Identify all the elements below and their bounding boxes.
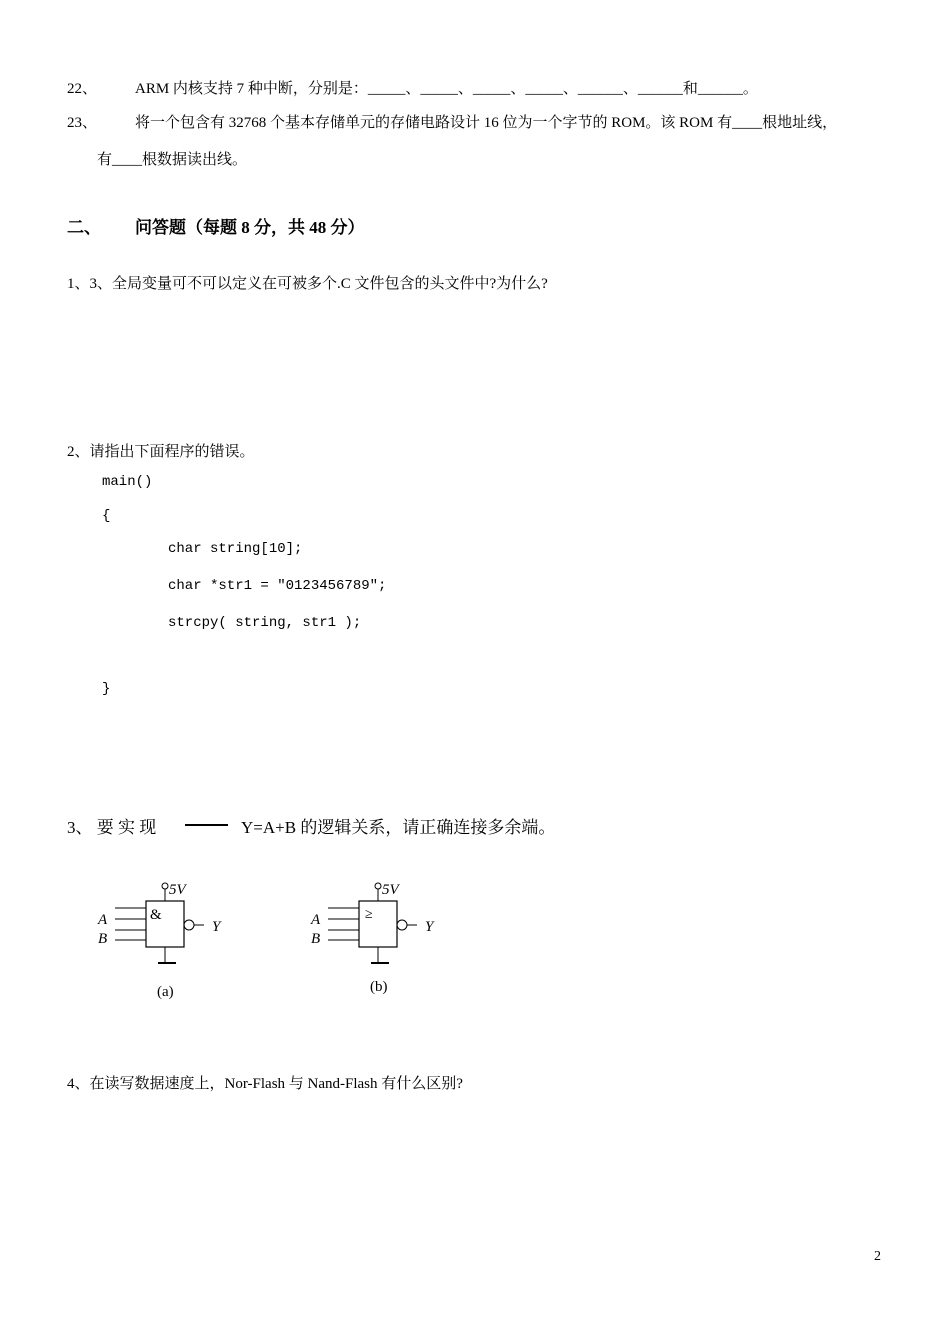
gate-b-symbol: ≥	[365, 907, 373, 922]
problem2-text: 2、请指出下面程序的错误。	[67, 444, 255, 460]
blank-line	[185, 824, 228, 826]
gate-b-input-a-label: A	[311, 912, 321, 928]
gate-a-symbol: &	[150, 907, 162, 923]
gate-b-output-label: Y	[425, 919, 434, 935]
section-number: 二、	[67, 218, 101, 237]
code-line-close-brace: }	[102, 681, 111, 697]
gate-a-output-label: Y	[212, 919, 221, 935]
gate-b-input-b-label: B	[311, 931, 321, 947]
gate-a-inverter-bubble	[184, 920, 194, 930]
q23-line1: 将一个包含有 32768 个基本存储单元的存储电路设计 16 位为一个字节的 ROM。该 ROM 有____根地址线，	[135, 115, 838, 131]
gate-b-inverter-bubble	[397, 920, 407, 930]
problem3-prefix: 3、 要 实 现	[67, 818, 157, 837]
page-number: 2	[874, 1249, 881, 1264]
gate-b-vcc-label: 5V	[382, 882, 399, 898]
code-line-declare-str1: char *str1 = "0123456789";	[168, 578, 387, 594]
section-title: 问答题（每题 8 分，共 48 分）	[135, 218, 365, 237]
gate-b-vcc-terminal	[375, 883, 381, 889]
problem3-relation: Y=A+B 的逻辑关系，请正确连接多余端。	[241, 818, 556, 837]
q22-number: 22、	[67, 81, 98, 97]
gate-a-diagram	[90, 875, 240, 1005]
gate-a-vcc-label: 5V	[169, 882, 186, 898]
gate-b-diagram	[303, 875, 453, 1005]
gate-b-caption: (b)	[370, 979, 388, 995]
problem1-text: 1、3、全局变量可不可以定义在可被多个.C 文件包含的头文件中?为什么?	[67, 276, 548, 292]
code-line-declare-string: char string[10];	[168, 541, 303, 557]
code-line-main: main()	[102, 474, 153, 490]
gate-a-caption: (a)	[157, 984, 174, 1000]
code-line-strcpy: strcpy( string, str1 );	[168, 615, 362, 631]
gate-a-input-a-label: A	[98, 912, 108, 928]
q22-text: ARM 内核支持 7 种中断，分别是：_____、_____、_____、_____、______、______和______。	[135, 81, 758, 97]
problem4-text: 4、在读写数据速度上，Nor-Flash 与 Nand-Flash 有什么区别?	[67, 1076, 463, 1092]
code-line-open-brace: {	[102, 508, 111, 524]
q23-number: 23、	[67, 115, 98, 131]
gate-a-input-b-label: B	[98, 931, 108, 947]
q23-line2: 有____根数据读出线。	[97, 152, 248, 168]
gate-a-vcc-terminal	[162, 883, 168, 889]
